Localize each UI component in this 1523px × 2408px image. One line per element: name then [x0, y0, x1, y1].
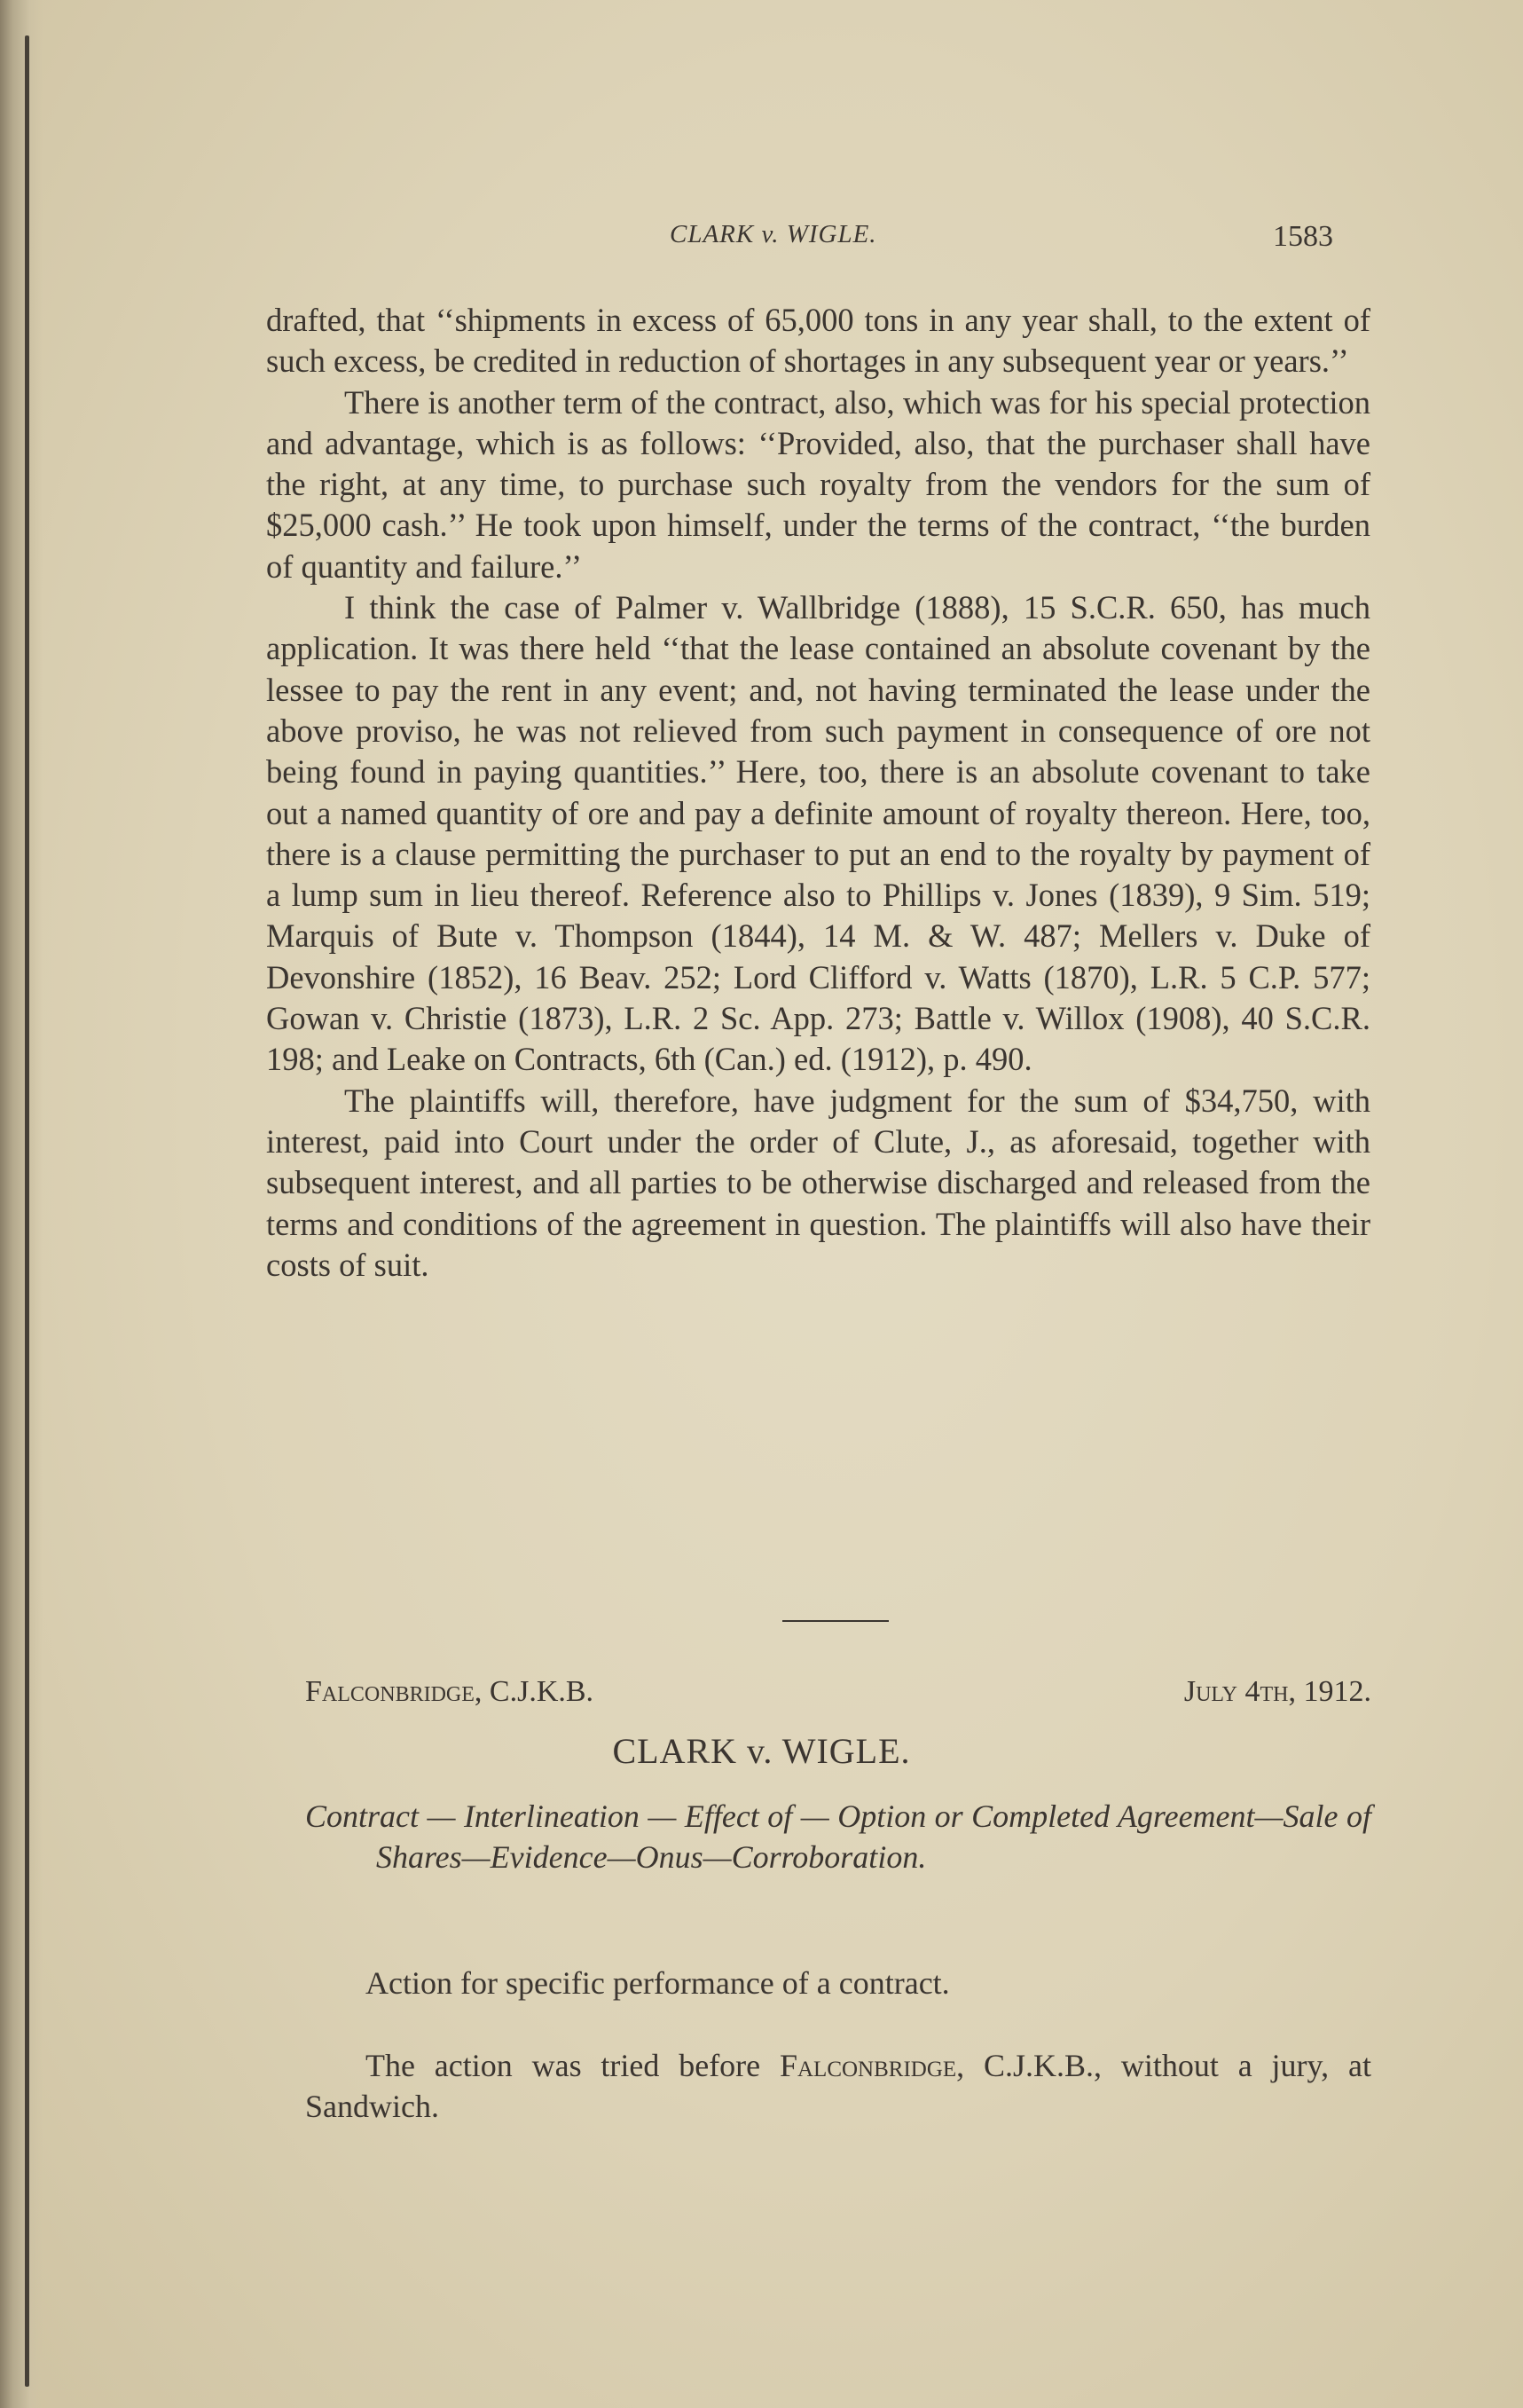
- page-number: 1583: [1273, 220, 1333, 253]
- binding-edge: [25, 35, 29, 2387]
- catchwords: Contract — Interlineation — Effect of — Option or Completed Agreement—Sale of Shares—Evidence—Onus—Corroboration.: [305, 1798, 1371, 1875]
- case-title: CLARK v. WIGLE.: [612, 1731, 911, 1771]
- decision-date: July 4th, 1912.: [1183, 1675, 1371, 1708]
- case-header: [305, 1675, 1371, 1716]
- paragraph-contract-term: There is another term of the contract, also, which was for his special protection and advantage, which is as follows: ‘‘Provided, also, that the purchaser shall have the right, at any time, to purchase such royalty from the vendors for the sum of $25,000 cash.’’ He took upon himself, under the terms of the contract, ‘‘the burden of quantity and failure.’’: [266, 383, 1370, 585]
- section-divider: [782, 1620, 889, 1622]
- trial-suffix: , C.J.K.B., without a jury, at Sandwich.: [305, 2048, 1371, 2124]
- paragraph-judgment: The plaintiffs will, therefore, have judgment for the sum of $34,750, with interest, paid into Court under the order of Clute, J., as aforesaid, together with subsequent interest, and all parties to be otherwise discharged and released from the terms and conditions of the agreement in question. The plaintiffs will also have their costs of suit.: [266, 1082, 1370, 1283]
- running-head: [0, 220, 1523, 256]
- judge-name: Falconbridge, C.J.K.B.: [305, 1675, 594, 1708]
- trial-statement: [305, 2045, 1371, 2127]
- trial-judge: Falconbridge: [779, 2048, 957, 2083]
- paragraph-continuation: drafted, that ‘‘shipments in excess of 65,000 tons in any year shall, to the extent of such excess, be credited in reduction of shortages in any subsequent year or years.’’: [266, 302, 1370, 380]
- book-spine-shadow: [0, 0, 43, 2408]
- trial-prefix: The action was tried before: [365, 2048, 780, 2083]
- action-statement: Action for specific performance of a contract.: [365, 1965, 950, 2001]
- main-text: [266, 300, 1370, 1286]
- running-head-title: CLARK v. WIGLE.: [670, 220, 877, 248]
- paragraph-palmer-case: I think the case of Palmer v. Wallbridge (1888), 15 S.C.R. 650, has much application. It was there held ‘‘that the lease contained an absolute covenant by the lessee to pay the rent in any event; and, not having terminated the lease under the above proviso, he was not relieved from such payment in consequence of ore not being found in paying quantities.’’ Here, too, there is an absolute covenant to take out a named quantity of ore and pay a definite amount of royalty thereon. Here, too, there is a clause permitting the purchaser to put an end to the royalty by payment of a lump sum in lieu thereof. Reference also to Phillips v. Jones (1839), 9 Sim. 519; Marquis of Bute v. Thompson (1844), 14 M. & W. 487; Mellers v. Duke of Devonshire (1852), 16 Beav. 252; Lord Clifford v. Watts (1870), L.R. 5 C.P. 577; Gowan v. Christie (1873), L.R. 2 Sc. App. 273; Battle v. Willox (1908), 40 S.C.R. 198; and Leake on Contracts, 6th (Can.) ed. (1912), p. 490.: [266, 589, 1370, 1078]
